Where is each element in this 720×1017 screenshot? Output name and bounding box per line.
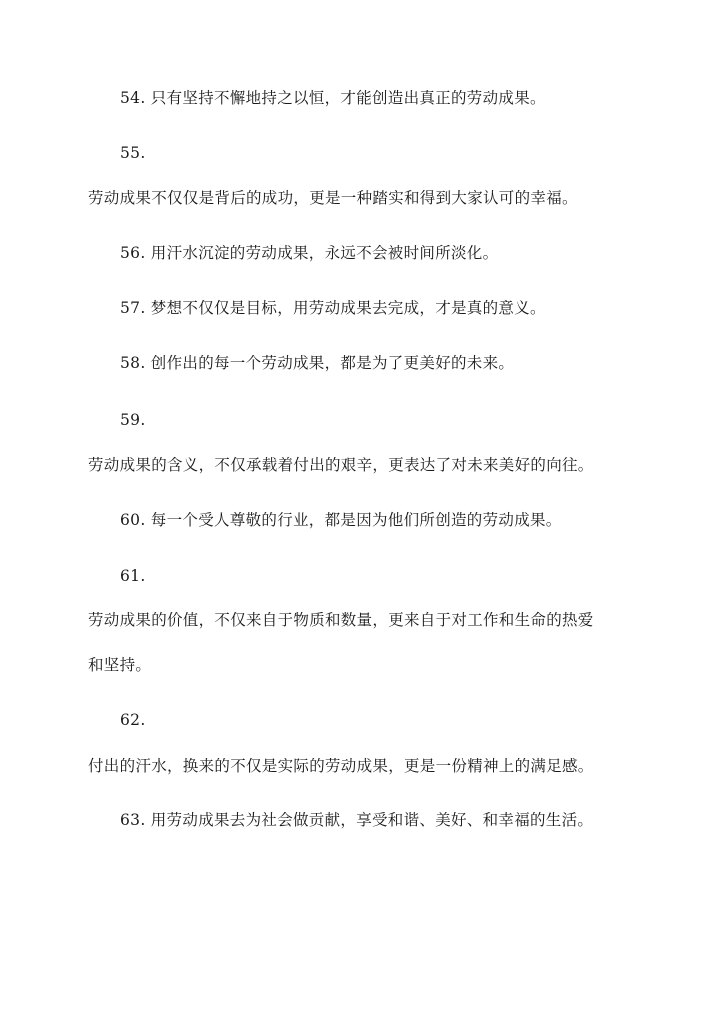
item-number: 56. [120, 244, 146, 262]
item-text-61-line1: 劳动成果的价值，不仅来自于物质和数量，更来自于对工作和生命的热爱 [88, 611, 594, 629]
item-text-55: 劳动成果不仅仅是背后的成功，更是一种踏实和得到大家认可的幸福。 [88, 189, 578, 207]
item-number: 60. [120, 511, 146, 529]
list-item-56 [120, 243, 498, 263]
list-item-57 [120, 298, 546, 318]
item-number-61: 61. [120, 567, 146, 585]
item-number: 58. [120, 354, 146, 372]
item-number: 57. [120, 299, 146, 317]
item-text-61-line2: 和坚持。 [88, 656, 152, 674]
item-number-59: 59. [120, 411, 146, 429]
item-text: 每一个受人尊敬的行业，都是因为他们所创造的劳动成果。 [150, 511, 562, 529]
item-number-55: 55. [120, 144, 146, 162]
item-text: 只有坚持不懈地持之以恒，才能创造出真正的劳动成果。 [150, 89, 546, 107]
item-text: 用汗水沉淀的劳动成果，永远不会被时间所淡化。 [150, 244, 499, 262]
item-text-59: 劳动成果的含义，不仅承载着付出的艰辛，更表达了对未来美好的向往。 [88, 456, 594, 474]
list-item-63 [120, 810, 593, 830]
item-text-62: 付出的汗水，换来的不仅是实际的劳动成果，更是一份精神上的满足感。 [88, 757, 594, 775]
item-number: 63. [120, 811, 146, 829]
list-item-54 [120, 88, 546, 108]
item-text: 创作出的每一个劳动成果，都是为了更美好的未来。 [150, 354, 515, 372]
item-text: 用劳动成果去为社会做贡献，享受和谐、美好、和幸福的生活。 [150, 811, 594, 829]
list-item-60 [120, 510, 562, 530]
item-number: 54. [120, 89, 146, 107]
item-number-62: 62. [120, 711, 146, 729]
list-item-58 [120, 353, 514, 373]
item-text: 梦想不仅仅是目标，用劳动成果去完成，才是真的意义。 [150, 299, 546, 317]
